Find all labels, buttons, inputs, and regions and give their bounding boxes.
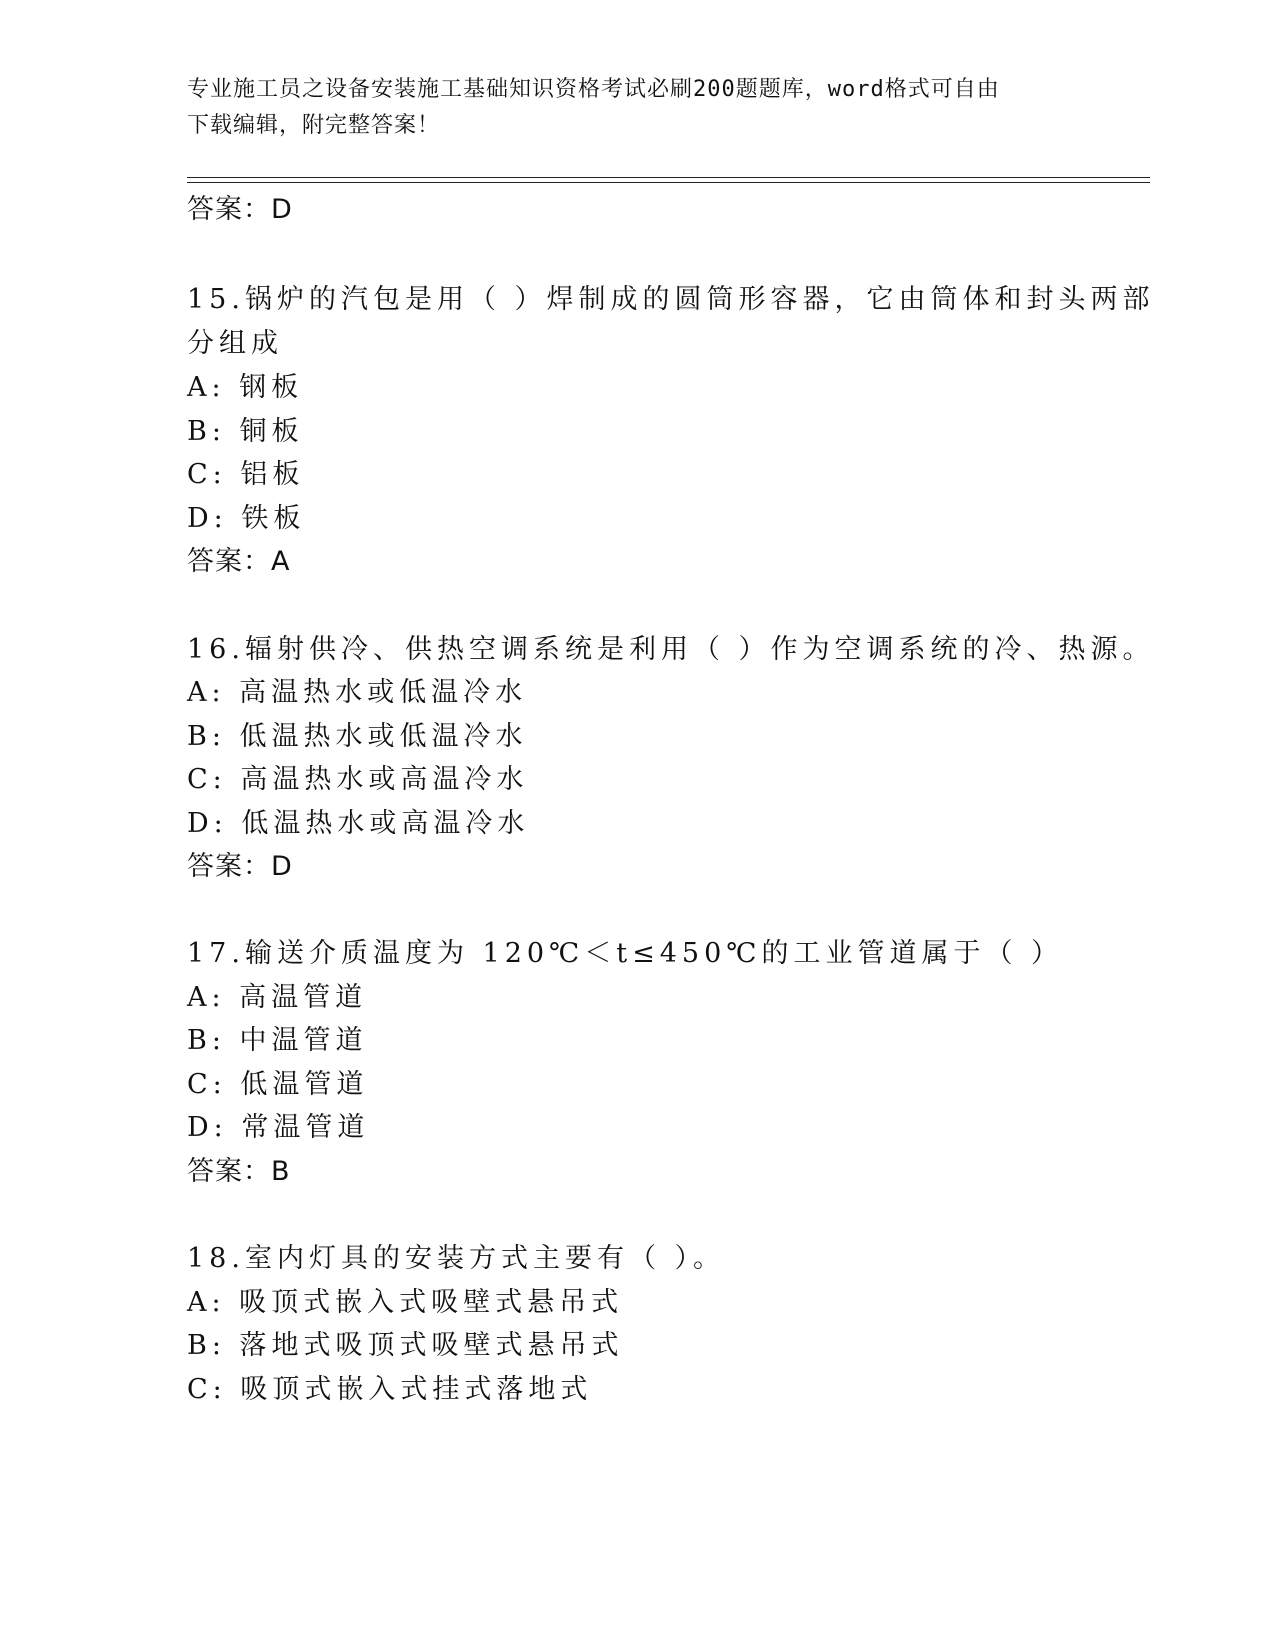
question-17-answer: 答案：B (187, 1156, 291, 1187)
document-header (187, 72, 1087, 144)
question-15-stem-line-1: 15.锅炉的汽包是用（ ）焊制成的圆筒形容器，它由筒体和封头两部 (187, 284, 1155, 315)
question-17-stem-line-1: 17.输送介质温度为 120℃＜t≤450℃的工业管道属于（ ） (187, 938, 1064, 969)
header-divider-top (187, 177, 1150, 178)
question-18-option-c: C: 吸顶式嵌入式挂式落地式 (187, 1374, 593, 1405)
question-17-option-b: B: 中温管道 (187, 1025, 368, 1056)
question-16-option-c: C: 高温热水或高温冷水 (187, 764, 529, 795)
question-15-option-d: D: 铁板 (187, 503, 306, 534)
question-15-stem-line-2: 分组成 (187, 328, 283, 359)
question-15-answer: 答案：A (187, 546, 291, 577)
question-16-option-a: A: 高温热水或低温冷水 (187, 677, 528, 708)
question-17-option-c: C: 低温管道 (187, 1069, 369, 1100)
header-divider-bottom (187, 182, 1150, 183)
question-18-option-b: B: 落地式吸顶式吸壁式悬吊式 (187, 1330, 624, 1361)
question-16-stem-line-1: 16.辐射供冷、供热空调系统是利用（ ）作为空调系统的冷、热源。 (187, 634, 1155, 665)
question-16-option-b: B: 低温热水或低温冷水 (187, 721, 528, 752)
previous-answer: 答案：D (187, 194, 293, 225)
header-line-1: 专业施工员之设备安装施工基础知识资格考试必刷200题题库，word格式可自由 (187, 77, 1000, 102)
question-18-stem-line-1: 18.室内灯具的安装方式主要有（ ）。 (187, 1243, 726, 1274)
question-17-option-a: A: 高温管道 (187, 982, 368, 1013)
question-16-option-d: D: 低温热水或高温冷水 (187, 808, 530, 839)
header-line-2: 下载编辑，附完整答案！ (187, 113, 441, 138)
question-16-answer: 答案：D (187, 851, 293, 882)
question-18-option-a: A: 吸顶式嵌入式吸壁式悬吊式 (187, 1287, 624, 1318)
question-15-option-b: B: 铜板 (187, 416, 304, 447)
question-17-option-d: D: 常温管道 (187, 1112, 370, 1143)
question-15-option-a: A: 钢板 (187, 372, 304, 403)
question-15-option-c: C: 铝板 (187, 459, 305, 490)
